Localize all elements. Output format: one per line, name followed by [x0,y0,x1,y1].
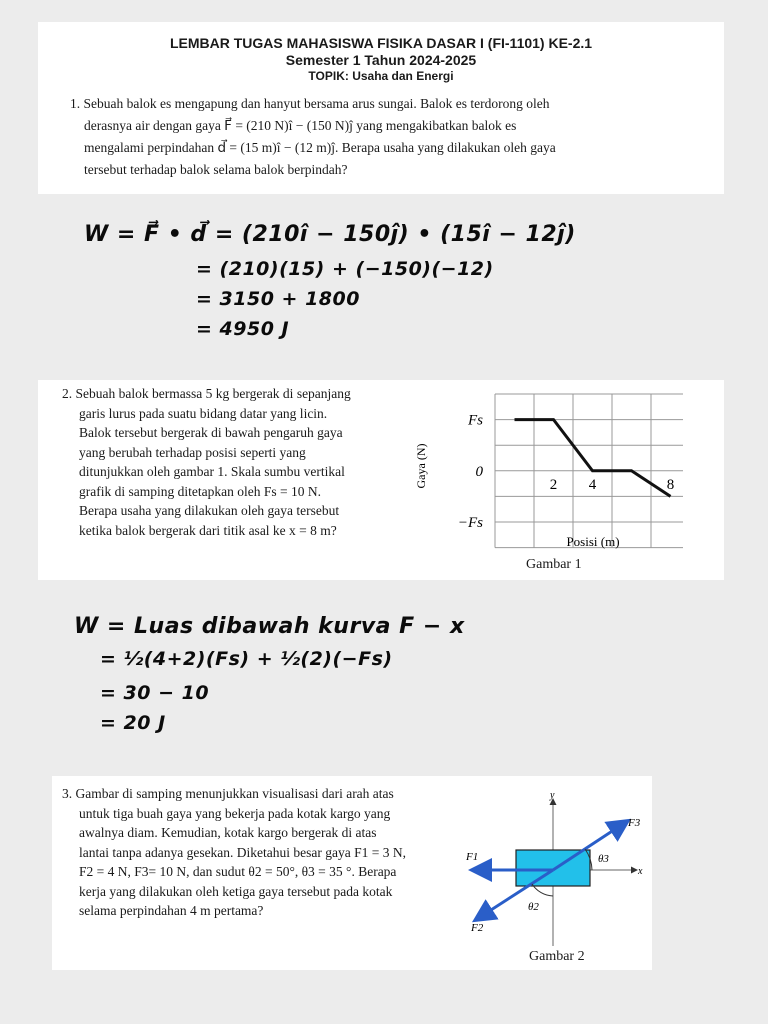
problem1-panel [38,22,724,194]
answer1-line: W = F⃗ • d⃗ = (210î − 150ĵ) • (15î − 12ĵ) [84,222,576,247]
problem2-line: garis lurus pada suatu bidang datar yang licin. [79,405,328,421]
problem1-line: 1. Sebuah balok es mengapung dan hanyut bersama arus sungai. Balok es terdorong oleh [70,96,550,111]
problem3-text [62,784,462,921]
problem1-line: mengalami perpindahan d⃗ = (15 m)î − (12 m)ĵ. Berapa usaha yang dilakukan oleh gaya [84,140,556,155]
problem2-line: yang berubah terhadap posisi seperti yang [79,444,306,460]
f1-label: F1 [466,851,479,863]
page-title: LEMBAR TUGAS MAHASISWA FISIKA DASAR I (FI-1101) KE-2.1 [169,35,593,51]
answer2-line: = 20 J [100,712,166,734]
x-axis-label: x [638,866,643,877]
answer1-line: = 4950 J [196,318,290,340]
problem2-line: 2. Sebuah balok bermassa 5 kg bergerak di sepanjang [62,386,351,401]
problem1-text [70,93,690,181]
x-tick-label: 2 [549,476,558,493]
y-tick-label: Fs [468,412,483,429]
answer1-line: = 3150 + 1800 [196,288,360,310]
y-axis-label: y [550,790,555,801]
problem2-text [62,384,392,540]
problem3-panel [52,776,652,970]
answer2-line: = ½(4+2)(Fs) + ½(2)(−Fs) [100,648,393,670]
theta2-label: θ2 [528,901,539,913]
problem3-line: F2 = 4 N, F3= 10 N, dan sudut θ2 = 50°, θ3 = 35 °. Berapa [79,864,397,879]
chart-grid [495,394,683,548]
y-tick-label: −Fs [457,515,483,531]
x-tick-label: 8 [666,476,675,493]
topic-label: TOPIK: Usaha dan Energi [308,69,454,83]
figure2-caption: Gambar 2 [529,949,585,964]
problem3-line: selama perpindahan 4 m pertama? [79,903,264,918]
problem3-line: awalnya diam. Kemudian, kotak kargo bergerak di atas [79,825,377,840]
cargo-box [516,850,590,886]
problem2-line: Berapa usaha yang dilakukan oleh gaya tersebut [79,503,340,518]
problem3-line: untuk tiga buah gaya yang bekerja pada kotak kargo yang [79,805,391,821]
f2-arrow [477,870,553,919]
force-position-chart [413,384,683,559]
problem1-line: tersebut terhadap balok selama balok berpindah? [84,162,348,177]
problem3-line: 3. Gambar di samping menunjukkan visualisasi dari arah atas [62,786,394,801]
problem2-line: Balok tersebut bergerak di bawah pengaruh gaya [79,425,343,440]
problem2-line: ditunjukkan oleh gambar 1. Skala sumbu vertikal [79,464,345,479]
answer2-line: = 30 − 10 [100,682,210,704]
problem2-panel [38,380,724,580]
answer2-line: W = Luas dibawah kurva F − x [74,614,465,639]
force-diagram [452,786,652,956]
theta3-label: θ3 [598,853,609,865]
x-tick-label: 4 [588,476,597,493]
x-axis-label: Posisi (m) [566,534,620,549]
problem1-line: derasnya air dengan gaya F⃗ = (210 N)î − (150 N)ĵ yang mengakibatkan balok es [84,118,517,133]
y-tick-label: 0 [475,463,483,480]
problem2-line: ketika balok bergerak dari titik asal ke x = 8 m? [79,522,337,538]
figure1-caption: Gambar 1 [526,557,582,572]
problem3-line: kerja yang dilakukan oleh ketiga gaya tersebut pada kotak [79,883,393,899]
problem3-line: lantai tanpa adanya gesekan. Diketahui besar gaya F1 = 3 N, [79,844,406,860]
semester-label: Semester 1 Tahun 2024-2025 [285,52,477,68]
answer1-line: = (210)(15) + (−150)(−12) [196,258,494,280]
problem2-line: grafik di samping ditetapkan oleh Fs = 10 N. [79,483,321,499]
f3-label: F3 [628,817,641,829]
f2-label: F2 [471,922,484,934]
y-axis-label: Gaya (N) [414,443,428,489]
